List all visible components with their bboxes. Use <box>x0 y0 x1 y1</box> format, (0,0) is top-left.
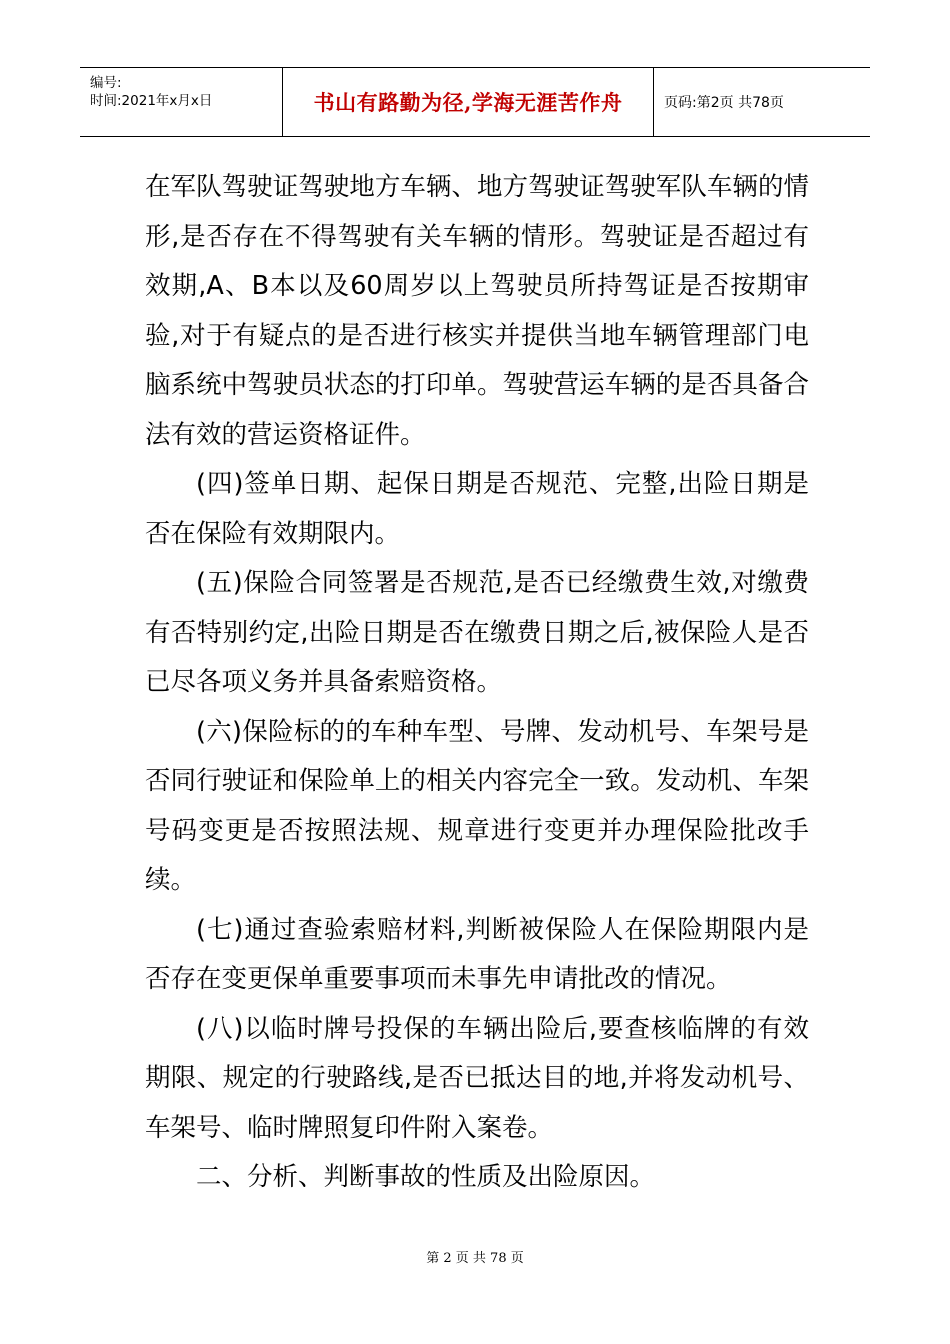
paragraph: (六)保险标的的车种车型、号牌、发动机号、车架号是否同行驶证和保险单上的相关内容完全一致。发动机、车架号码变更是否按照法规、规章进行变更并办理保险批改手续。 <box>145 716 809 895</box>
page-header <box>80 67 870 137</box>
paragraph: (四)签单日期、起保日期是否规范、完整,出险日期是否在保险有效期限内。 <box>145 469 809 549</box>
header-meta <box>80 68 282 136</box>
paragraph: 在军队驾驶证驾驶地方车辆、地方驾驶证驾驶军队车辆的情形,是否存在不得驾驶有关车辆的情形。驾驶证是否超过有效期,A、B本以及60周岁以上驾驶员所持驾证是否按期审验,对于有疑点的是否进行核实并提供当地车辆管理部门电脑系统中驾驶员状态的打印单。驾驶营运车辆的是否具备合法有效的营运资格证件。 <box>145 172 809 450</box>
page-footer: 第 2 页 共 78 页 <box>426 1251 524 1266</box>
paragraph: (五)保险合同签署是否规范,是否已经缴费生效,对缴费有否特别约定,出险日期是否在缴费日期之后,被保险人是否已尽各项义务并具备索赔资格。 <box>145 568 809 697</box>
time-label: 时间:2021年x月x日 <box>90 93 213 109</box>
motto-text: 书山有路勤为径,学海无涯苦作舟 <box>313 90 623 115</box>
doc-number-label: 编号: <box>90 75 122 91</box>
paragraph: (八)以临时牌号投保的车辆出险后,要查核临牌的有效期限、规定的行驶路线,是否已抵达目的地,并将发动机号、车架号、临时牌照复印件附入案卷。 <box>145 1013 809 1143</box>
header-motto-cell <box>282 68 654 136</box>
paragraph: (七)通过查验索赔材料,判断被保险人在保险期限内是否存在变更保单重要事项而未事先申请批改的情况。 <box>145 914 809 994</box>
document-body <box>145 163 809 1203</box>
header-page-info: 页码:第2页 共78页 <box>664 95 784 111</box>
section-heading: 二、分析、判断事故的性质及出险原因。 <box>196 1162 656 1192</box>
